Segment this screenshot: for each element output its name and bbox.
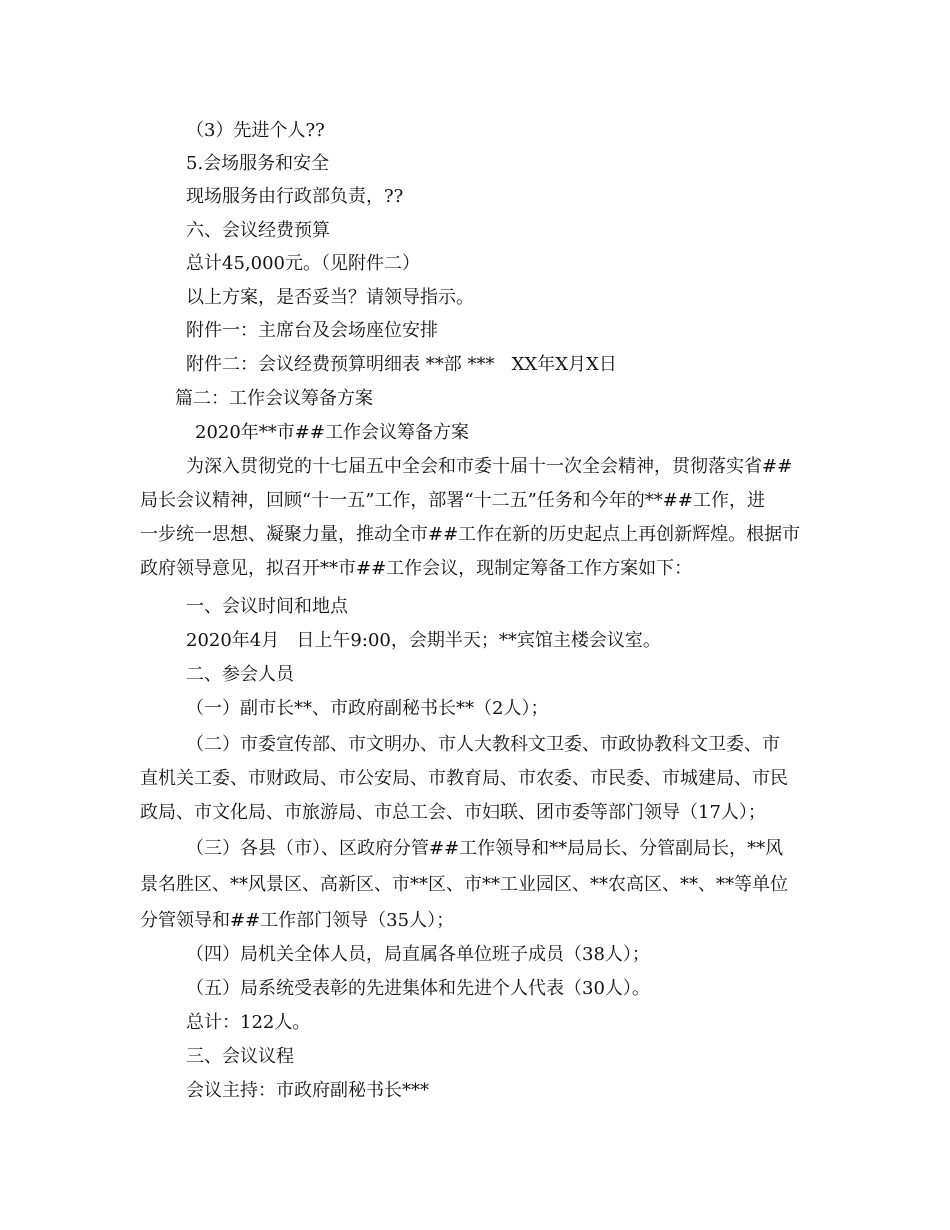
paragraph-budget-total: 总计45,000元。（见附件二） [186,253,420,274]
attachment-two: 附件二：会议经费预算明细表 **部 *** XX年X月X日 [186,354,617,375]
attachment-one: 附件一：主席台及会场座位安排 [186,320,438,341]
intro-paragraph-line: 一步统一思想、凝聚力量，推动全市##工作在新的历史起点上再创新辉煌。根据市 [140,524,801,545]
attendee-item-5: （五）局系统受表彰的先进集体和先进个人代表（30人）。 [186,978,650,999]
intro-paragraph-line: 为深入贯彻党的十七届五中全会和市委十届十一次全会精神，贯彻落实省## [186,456,793,477]
intro-paragraph-line: 政府领导意见，拟召开**市##工作会议，现制定筹备工作方案如下： [140,558,693,579]
paragraph-venue-service: 现场服务由行政部负责，?? [186,186,404,207]
heading-agenda: 三、会议议程 [186,1046,294,1067]
attendee-total: 总计：122人。 [186,1012,311,1033]
heading-attendees: 二、参会人员 [186,664,294,685]
attendee-item-2-line: （二）市委宣传部、市文明办、市人大教科文卫委、市政协教科文卫委、市 [186,734,780,755]
paragraph-time-and-place: 2020年4月 日上午9:00，会期半天；**宾馆主楼会议室。 [186,630,661,651]
intro-paragraph-line: 局长会议精神，回顾“十一五”工作，部署“十二五”任务和今年的**##工作，进 [140,490,765,511]
attendee-item-2-line: 政局、市文化局、市旅游局、市总工会、市妇联、团市委等部门领导（17人）； [140,802,766,823]
attendee-item-3-line: 景名胜区、**风景区、高新区、市**区、市**工业园区、**农高区、**、**等单位 [140,874,788,895]
document-title: 2020年**市##工作会议筹备方案 [195,422,469,443]
attendee-item-3-line: （三）各县（市）、区政府分管##工作领导和**局局长、分管副局长，**风 [186,838,784,859]
section-heading-part-two: 篇二：工作会议筹备方案 [175,388,373,409]
attendee-item-1: （一）副市长**、市政府副秘书长**（2人）； [186,698,549,719]
list-item-advanced-individuals: （3）先进个人?? [186,120,325,141]
paragraph-request-instructions: 以上方案，是否妥当？请领导指示。 [186,287,474,308]
heading-time-and-place: 一、会议时间和地点 [186,596,348,617]
heading-budget: 六、会议经费预算 [186,220,330,241]
agenda-host: 会议主持：市政府副秘书长*** [186,1080,429,1101]
attendee-item-3-line: 分管领导和##工作部门领导（35人）； [140,910,455,931]
attendee-item-2-line: 直机关工委、市财政局、市公安局、市教育局、市农委、市民委、市城建局、市民 [140,768,788,789]
attendee-item-4: （四）局机关全体人员，局直属各单位班子成员（38人）； [186,944,650,965]
heading-venue-service: 5.会场服务和安全 [186,153,330,174]
